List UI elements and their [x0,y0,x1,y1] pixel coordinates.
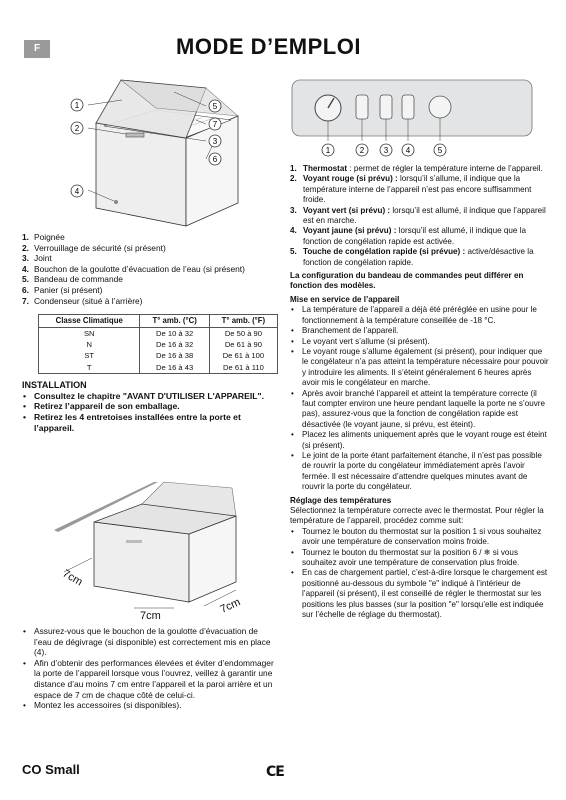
controls-section [290,164,550,620]
mise-en-service-heading: Mise en service de l’appareil [290,294,400,304]
reglage-intro: Sélectionnez la température correcte avec le thermostat. Pour régler la température de l’appareil, procédez comme suit: [290,506,544,526]
dimension-left: 7cm [60,567,85,589]
list-item: 2. Voyant rouge (si prévu) : lorsqu’il s’allume, il indique que la température interne de l’appareil n’est pas encore suffisamment froide. [290,174,532,205]
reglage-heading: Réglage des températures [290,495,392,505]
mise-en-service-list [290,305,550,492]
callout-text: 2 [359,146,365,155]
freezer-diagram [56,78,256,228]
callout-text: 7 [212,120,218,129]
list-item: 6. Panier (si présent) [22,284,103,295]
list-item: • En cas de chargement partiel, c’est-à-dire lorsque le chargement est positionné au-dessous du symbole "e" indiqué à l’intérieur de l’appareil (si présent), il est conseillé de régler le thermostat sur les positions les plus basses (sur la position "e" lorsqu’elle est indiquée sur l’échelle de réglage du thermostat). [290,568,550,620]
table-row: ST De 16 à 38 De 61 à 100 [39,350,278,361]
panel-callout-3 [379,143,393,162]
installation-list [22,391,276,433]
list-item: • Assurez-vous que le bouchon de la goulotte d’évacuation de l’eau de dégivrage (si disponible) est correctement mis en place (4). [22,626,276,658]
install-notes-section [22,626,276,711]
list-item: 3. Joint [22,253,52,264]
list-item: 1. Poignée [22,232,65,242]
table-row: SN De 10 à 32 De 50 à 90 [39,327,278,339]
list-item: 4. Voyant jaune (si prévu) : lorsqu’il est allumé, il indique que la fonction de congélation rapide est activée. [290,226,526,246]
list-item: • Tournez le bouton du thermostat sur la position 1 si vous souhaitez avoir une température de conservation moins froide. [290,527,550,548]
callout-text: 3 [383,146,389,155]
list-item: • Placez les aliments uniquement après que le voyant rouge est éteint (si présent). [290,430,550,451]
dimension-bottom: 7cm [140,610,161,622]
callout-5 [208,99,222,118]
dimension-right: 7cm [218,596,243,616]
installation-heading: INSTALLATION [22,380,87,391]
callout-text: 6 [212,155,218,164]
list-item: • Retirez l’appareil de son emballage. [22,401,276,412]
callout-6 [208,152,222,171]
list-item: 4. Bouchon de la goulotte d’évacuation de l’eau (si présent) [22,263,245,274]
callout-text: 1 [325,146,331,155]
list-item: • Consultez le chapitre "AVANT D'UTILISER L'APPAREIL". [22,391,276,402]
table-header: Classe Climatique [39,315,140,327]
panel-callout-1 [321,143,335,162]
list-item: • Branchement de l’appareil. [290,326,550,336]
callout-3 [208,134,222,153]
panel-callout-4 [401,143,415,162]
callout-1 [70,98,84,117]
reglage-list [290,527,550,621]
list-item: 1. Thermostat : permet de régler la température interne de l’appareil. [290,164,543,173]
list-item: • Le voyant vert s’allume (si présent). [290,337,550,347]
callout-text: 4 [74,187,80,196]
callout-text: 1 [74,101,80,110]
climate-class-table [38,314,278,374]
language-tab: F [24,40,50,58]
parts-list [22,232,276,306]
table-row: N De 16 à 32 De 61 à 90 [39,339,278,350]
list-item: 5. Touche de congélation rapide (si prévue) : active/désactive la fonction de congélation rapide. [290,247,534,267]
list-item: • Après avoir branché l’appareil et atteint la température correcte (il faut compter environ une heure pendant laquelle la porte ne s’ouvre pas), assurez-vous que la fonction de congélation rapide est désactivée (le voyant jaune, si prévu, est éteint). [290,389,550,431]
list-item: • Tournez le bouton du thermostat sur la position 6 / ❄ si vous souhaitez avoir une température de conservation plus froide. [290,548,550,569]
callout-text: 3 [212,137,218,146]
list-item: • La température de l’appareil a déjà été préréglée en usine pour le fonctionnement à la température conseillée de -18 °C. [290,305,550,326]
table-row: T De 16 à 43 De 61 à 110 [39,362,278,374]
list-item: 5. Bandeau de commande [22,274,123,285]
table-header: T° amb. (°F) [209,315,277,327]
panel-callout-2 [355,143,369,162]
install-notes-list [22,626,276,711]
model-name: CO Small [22,762,80,777]
callout-text: 4 [405,146,411,155]
page-title: MODE D’EMPLOI [176,34,361,59]
list-item: • Le voyant rouge s’allume également (si présent), pour indiquer que le congélateur n’a pas atteint la température nécessaire pour pouvoir y introduire les aliments. Il s’éteint généralement 6 heures après avoir mis le congélateur en marche. [290,347,550,389]
ce-mark-logo: CE [266,764,284,780]
callout-text: 5 [212,102,218,111]
controls-list [290,164,550,268]
callout-4 [70,184,84,203]
parts-list-section [22,232,276,433]
config-note: La configuration du bandeau de commandes peut différer en fonction des modèles. [290,271,524,291]
callout-text: 5 [437,146,443,155]
callout-text: 2 [74,124,80,133]
list-item: • Le joint de la porte étant parfaitement étanche, il n’est pas possible de rouvrir la porte du congélateur immédiatement après l’avoir fermée. Il est nécessaire d’attendre quelques minutes avant de rouvrir la porte du congélateur. [290,451,550,493]
list-item: • Retirez les 4 entretoises installées entre la porte et l’appareil. [22,412,276,433]
list-item: • Montez les accessoires (si disponibles). [22,700,276,711]
list-item: • Afin d’obtenir des performances élevées et éviter d’endommager la porte de l’appareil lorsque vous l’ouvrez, veillez à garantir une distance d’au moins 7 cm entre l’appareil et la paroi arrière et un espace de 7 cm de chaque côté de celui-ci. [22,658,276,700]
list-item: 7. Condenseur (situé à l’arrière) [22,295,143,306]
panel-callout-5 [433,143,447,162]
callout-2 [70,121,84,140]
list-item: 2. Verrouillage de sécurité (si présent) [22,242,166,253]
table-header: T° amb. (°C) [140,315,209,327]
list-item: 3. Voyant vert (si prévu) : lorsqu’il est allumé, il indique que l’appareil est en marche. [290,205,546,226]
